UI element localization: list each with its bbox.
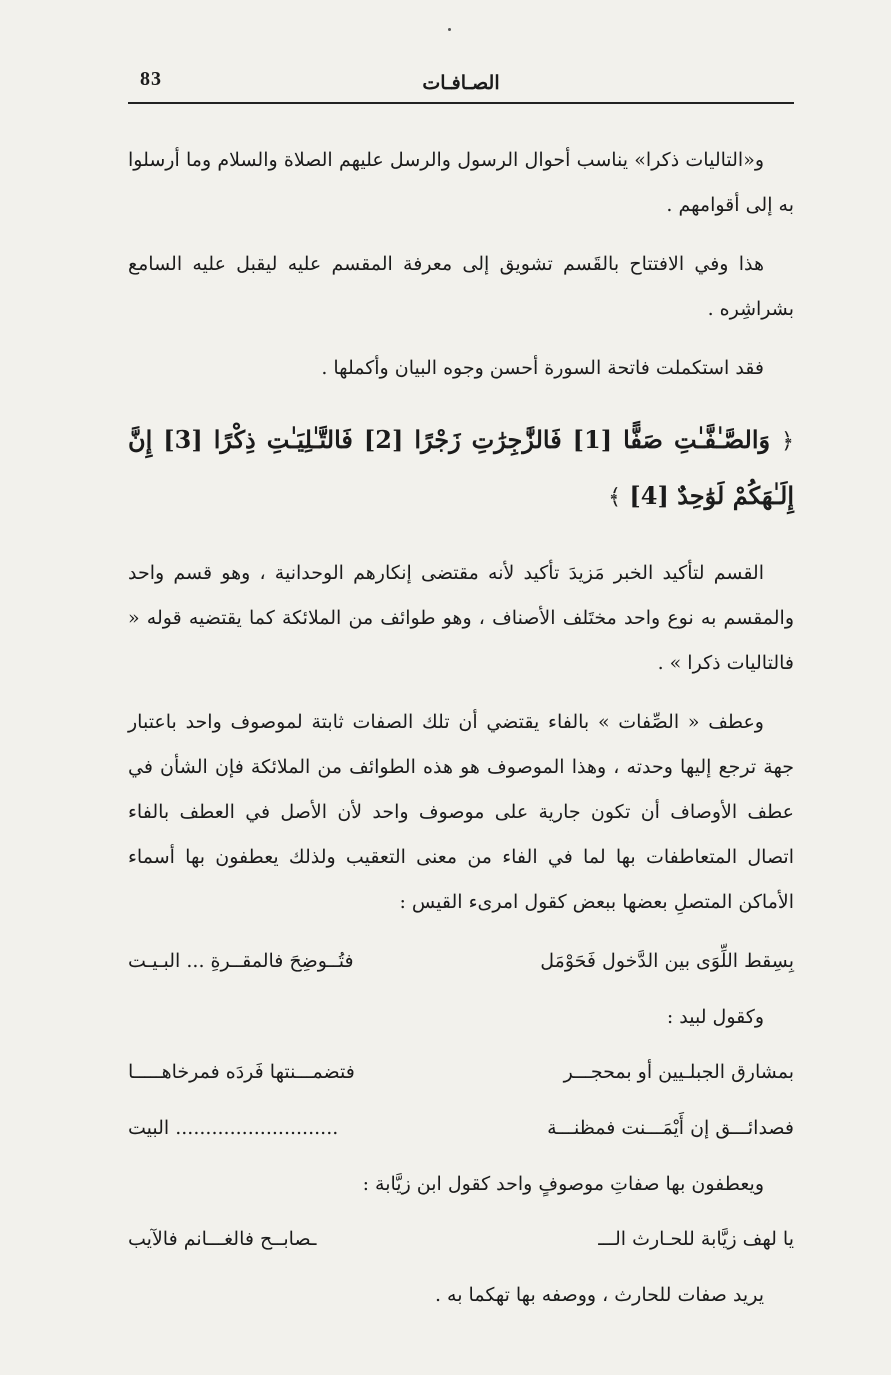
page-body [128,138,794,1328]
intro-line: وكقول لبيد : [666,1006,764,1028]
paragraph: و«التاليات ذكرا» يناسب أحوال الرسول والرسل عليهم الصلاة والسلام وما أرسلوا به إلى أقوامهم . [128,149,794,216]
page-speck [448,28,451,31]
page-number: 83 [140,68,162,90]
poem-verse [128,1217,794,1261]
verse-text: وَالصَّـٰفَّـٰتِ صَفًّا [1] فَالزَّٰجِرَٰتِ زَجْرًا [2] فَالتَّـٰلِيَـٰتِ ذِكْرًا [3] إِنَّ إِلَـٰهَكُمْ لَوَٰحِدٌ [4] [128,425,794,510]
poem-second-hemistich: فتُــوضِحَ فالمقــرةِ ... البـيـت [128,950,354,972]
poem-first-hemistich: بمشارق الجبلـيين أو بمحجـــر [563,1061,794,1083]
poem-verse [128,1050,794,1094]
verse-open-bracket: ﴿ [781,429,795,454]
closing-line: يريد صفات للحارث ، ووصفه بها تهكما به . [434,1284,764,1306]
poem-verse [128,1106,794,1150]
quran-verse [128,413,794,525]
header-rule [128,102,794,104]
intro-line: ويعطفون بها صفاتِ موصوفٍ واحد كقول ابن زيَّابة : [362,1173,764,1195]
poem-second-hemistich: ـصابــح فالغـــانم فالآيب [128,1228,317,1250]
paragraph: فقد استكملت فاتحة السورة أحسن وجوه البيان وأكملها . [321,357,764,379]
poem-verse [128,939,794,983]
surah-title: الصـافـات [422,72,500,94]
poem-second-hemistich: ........................... البيت [128,1117,339,1139]
verse-close-bracket: ﴾ [608,485,622,510]
poem-first-hemistich: بِسِقط اللِّوَى بين الدَّخول فَحَوْمَل [540,950,794,972]
paragraph: وعطف « الصِّفات » بالفاء يقتضي أن تلك الصفات ثابتة لموصوف واحد باعتبار جهة ترجع إليها وحدته ، وهذا الموصوف هو هذه الطوائف من الملائكة فإن الشأن في عطف الأوصاف أن تكون جارية على موصوف واحد لأن الأصل في العطف بالفاء اتصال المتعاطفات بها لما في الفاء من معنى التعقيب ولذلك يعطفون بها أسماء الأماكن المتصلِ بعضها ببعض كقول امرىء القيس : [128,711,794,913]
page-header [128,64,794,102]
poem-second-hemistich: فتضمـــنتها فَردَه فمرخاهـــــا [128,1061,355,1083]
paragraph: القسم لتأكيد الخبر مَزيدَ تأكيد لأنه مقتضى إنكارهم الوحدانية ، وهو قسم واحد والمقسم به نوع واحد مختَلف الأصناف ، وهو طوائف من الملائكة كما يقتضيه قوله « فالتاليات ذكرا » . [128,562,794,674]
poem-first-hemistich: فصدائـــق إن أَيْمَـــنت فمظنـــة [547,1117,794,1139]
poem-first-hemistich: يا لهف زيَّابة للحـارث الـــ [598,1228,794,1250]
paragraph: هذا وفي الافتتاح بالقَسم تشويق إلى معرفة المقسم عليه ليقبل عليه السامع بشراشِره . [128,253,794,320]
